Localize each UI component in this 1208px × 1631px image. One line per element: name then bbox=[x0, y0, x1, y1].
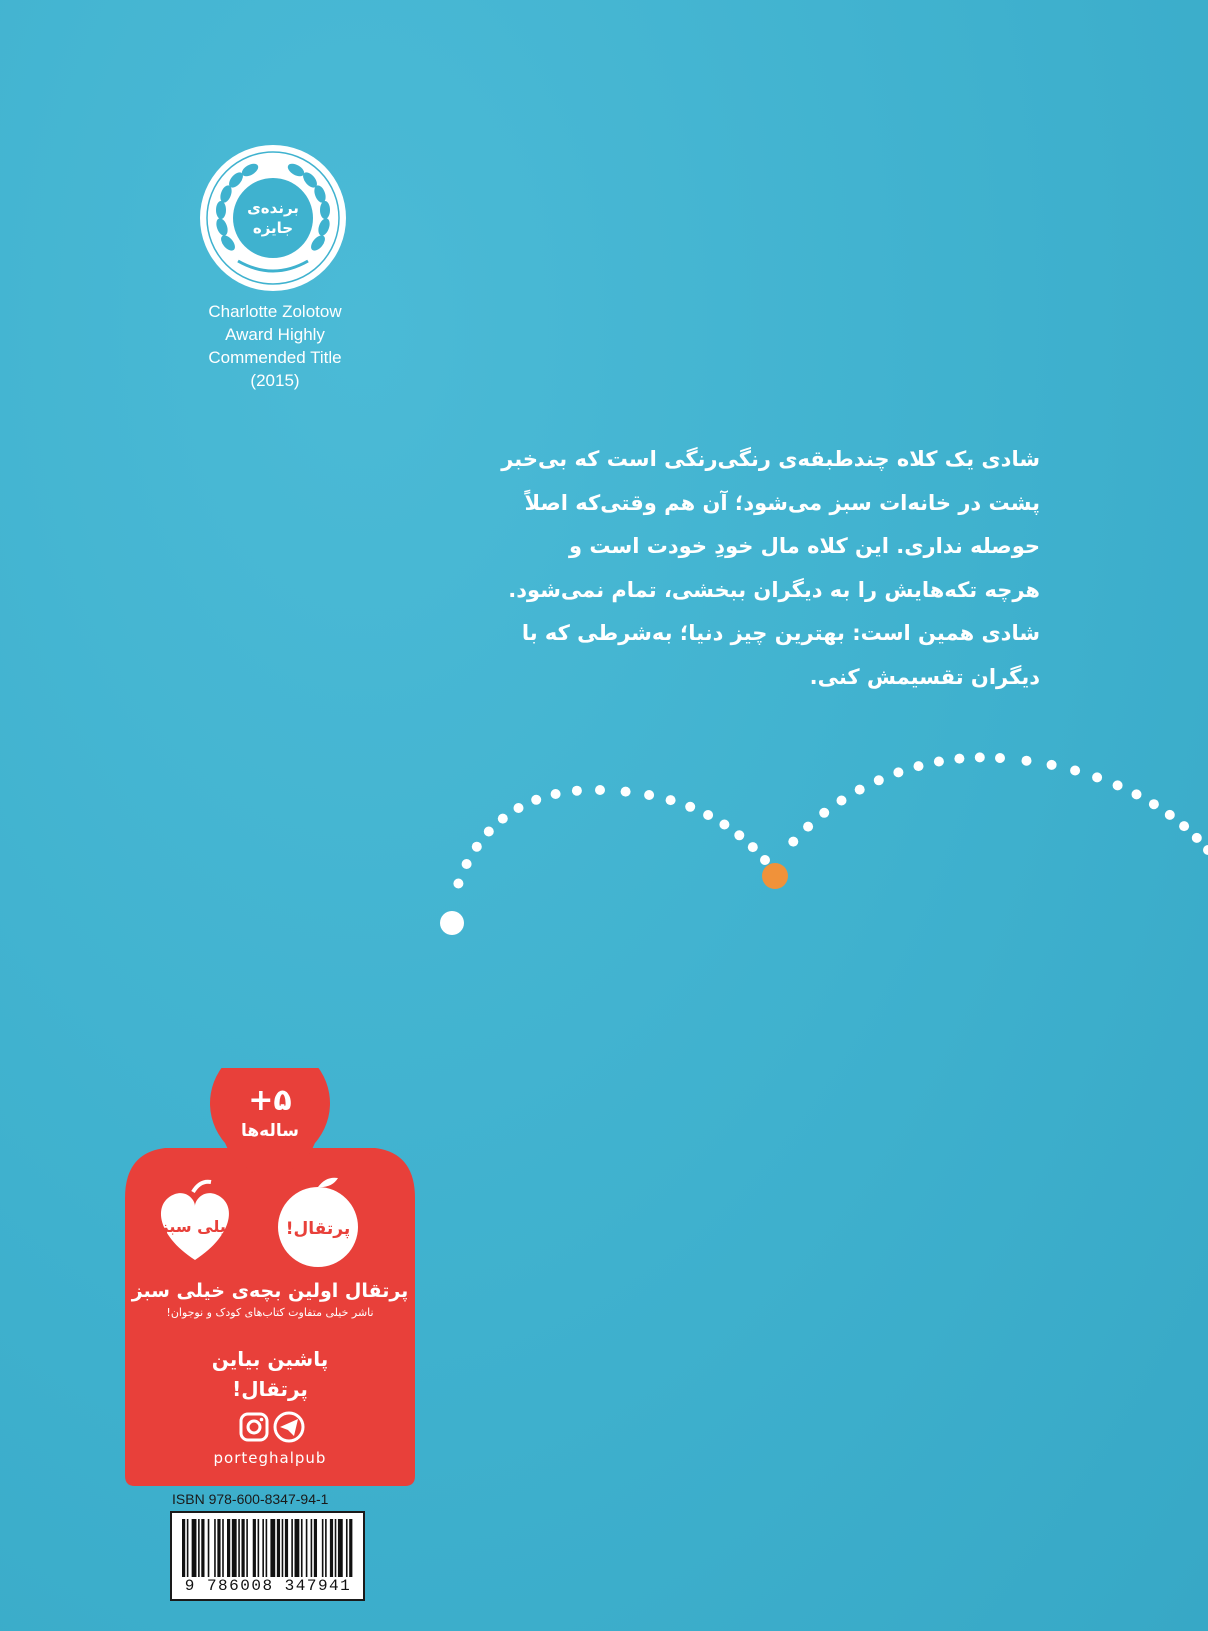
barcode-bar bbox=[335, 1519, 337, 1577]
path-dot bbox=[837, 796, 847, 806]
barcode-bar bbox=[349, 1519, 352, 1577]
barcode-bar bbox=[301, 1519, 303, 1577]
path-dot bbox=[1165, 810, 1175, 820]
award-line: Charlotte Zolotow bbox=[208, 302, 342, 321]
barcode-bar bbox=[258, 1519, 260, 1577]
path-dot bbox=[514, 803, 524, 813]
barcode-bar bbox=[346, 1519, 348, 1577]
social-handle: porteghalpub bbox=[213, 1449, 327, 1467]
barcode-bar bbox=[330, 1519, 333, 1577]
path-dot bbox=[644, 790, 654, 800]
path-dot bbox=[914, 761, 924, 771]
path-dot bbox=[1149, 799, 1159, 809]
path-dot bbox=[1192, 833, 1202, 843]
path-dot bbox=[1203, 845, 1208, 855]
path-dot bbox=[1092, 772, 1102, 782]
barcode-bar bbox=[201, 1519, 204, 1577]
barcode-bar bbox=[314, 1519, 317, 1577]
barcode-bar bbox=[277, 1519, 280, 1577]
path-dot bbox=[934, 757, 944, 767]
path-dot bbox=[995, 753, 1005, 763]
path-dot bbox=[760, 855, 770, 865]
bounce-dot-orange bbox=[762, 863, 788, 889]
path-dot bbox=[954, 754, 964, 764]
path-dot bbox=[1022, 756, 1032, 766]
barcode-bar bbox=[325, 1519, 327, 1577]
barcode-bar bbox=[291, 1519, 293, 1577]
barcode-bar bbox=[262, 1519, 264, 1577]
barcode-bar bbox=[253, 1519, 256, 1577]
porteghal-logo-text: پرتقال! bbox=[285, 1219, 351, 1239]
path-dot bbox=[874, 775, 884, 785]
path-dot bbox=[788, 837, 798, 847]
path-dot bbox=[819, 808, 829, 818]
barcode-bar bbox=[282, 1519, 284, 1577]
barcode-bar bbox=[192, 1519, 197, 1577]
barcode-bar bbox=[285, 1519, 288, 1577]
barcode-bar bbox=[187, 1519, 189, 1577]
path-dot bbox=[1113, 780, 1123, 790]
publisher-title: پرتقال اولین بچه‌ی خیلی سبز bbox=[131, 1280, 409, 1302]
path-dot bbox=[748, 842, 758, 852]
path-dot bbox=[734, 830, 744, 840]
barcode-bar bbox=[198, 1519, 200, 1577]
blurb-line: هرچه تکه‌هایش را به دیگران ببخشی، تمام نمی‌شود. bbox=[508, 577, 1040, 602]
blurb-line: شادی یک کلاه چندطبقه‌ی رنگی‌رنگی است که بی‌خبر bbox=[501, 447, 1040, 471]
barcode-bar bbox=[246, 1519, 248, 1577]
path-dot bbox=[472, 842, 482, 852]
kheili-sabz-logo bbox=[145, 1172, 245, 1272]
path-dot bbox=[572, 786, 582, 796]
barcode-bar bbox=[214, 1519, 216, 1577]
path-dot bbox=[484, 827, 494, 837]
path-dot bbox=[893, 767, 903, 777]
blurb-line: پشت در خانه‌ات سبز می‌شود؛ آن هم وقتی‌که اصلاً bbox=[524, 490, 1040, 515]
path-dot bbox=[703, 810, 713, 820]
award-title bbox=[165, 300, 385, 392]
publisher-tagline: ناشر خیلی متفاوت کتاب‌های کودک و نوجوان! bbox=[166, 1306, 374, 1319]
path-dot bbox=[975, 752, 985, 762]
social-icons bbox=[238, 1410, 308, 1444]
follow-line-1: پاشین بیاین bbox=[211, 1347, 329, 1371]
path-dot bbox=[1070, 766, 1080, 776]
barcode-bars bbox=[182, 1519, 354, 1577]
telegram-icon bbox=[275, 1413, 303, 1441]
award-line: (2015) bbox=[250, 371, 300, 390]
barcode-bar bbox=[227, 1519, 230, 1577]
blurb-line: دیگران تقسیمش کنی. bbox=[809, 664, 1040, 689]
barcode-bar bbox=[208, 1519, 210, 1577]
barcode-digits: 9 786008 347941 bbox=[184, 1577, 352, 1595]
path-dot bbox=[1047, 760, 1057, 770]
path-dot bbox=[803, 822, 813, 832]
path-dot bbox=[855, 785, 865, 795]
barcode-bar bbox=[222, 1519, 224, 1577]
path-dot bbox=[685, 802, 695, 812]
barcode-bar bbox=[295, 1519, 300, 1577]
follow-us-text bbox=[125, 1344, 415, 1404]
blurb-line: حوصله نداری. این کلاه مال خودِ خودت است و bbox=[569, 534, 1040, 558]
instagram-icon bbox=[241, 1414, 267, 1440]
award-line: Award Highly bbox=[225, 325, 325, 344]
barcode-bar bbox=[241, 1519, 244, 1577]
path-dot bbox=[551, 789, 561, 799]
porteghal-logo bbox=[268, 1172, 368, 1272]
barcode bbox=[170, 1511, 365, 1601]
follow-line-2: پرتقال! bbox=[232, 1377, 308, 1401]
book-blurb bbox=[500, 438, 1040, 699]
path-dot bbox=[666, 795, 676, 805]
seal-text-line1: برنده‌ی bbox=[247, 199, 299, 217]
path-dot bbox=[462, 859, 472, 869]
path-dot bbox=[498, 814, 508, 824]
award-seal-icon bbox=[198, 143, 348, 293]
seal-text-line2: جایزه bbox=[252, 219, 294, 237]
path-dot bbox=[1179, 821, 1189, 831]
start-dot bbox=[440, 911, 464, 935]
award-line: Commended Title bbox=[208, 348, 342, 367]
path-dot bbox=[595, 785, 605, 795]
barcode-bar bbox=[266, 1519, 268, 1577]
age-rating-number: +۵ bbox=[248, 1083, 292, 1118]
isbn-label: ISBN 978-600-8347-94-1 bbox=[172, 1491, 329, 1507]
kheili-sabz-logo-text: خیلی سبز! bbox=[152, 1217, 238, 1236]
age-rating-label: ساله‌ها bbox=[241, 1121, 299, 1141]
path-dot bbox=[453, 879, 463, 889]
dotted-path-decoration bbox=[0, 700, 1208, 960]
path-dot bbox=[719, 820, 729, 830]
blurb-line: شادی همین است: بهترین چیز دنیا؛ به‌شرطی که با bbox=[521, 621, 1040, 645]
barcode-bar bbox=[311, 1519, 313, 1577]
path-dot bbox=[1132, 789, 1142, 799]
barcode-bar bbox=[322, 1519, 324, 1577]
barcode-bar bbox=[182, 1519, 185, 1577]
barcode-bar bbox=[270, 1519, 275, 1577]
barcode-bar bbox=[306, 1519, 308, 1577]
path-dot bbox=[621, 787, 631, 797]
barcode-bar bbox=[232, 1519, 237, 1577]
path-dot bbox=[531, 795, 541, 805]
barcode-bar bbox=[238, 1519, 240, 1577]
barcode-bar bbox=[217, 1519, 220, 1577]
barcode-bar bbox=[338, 1519, 343, 1577]
